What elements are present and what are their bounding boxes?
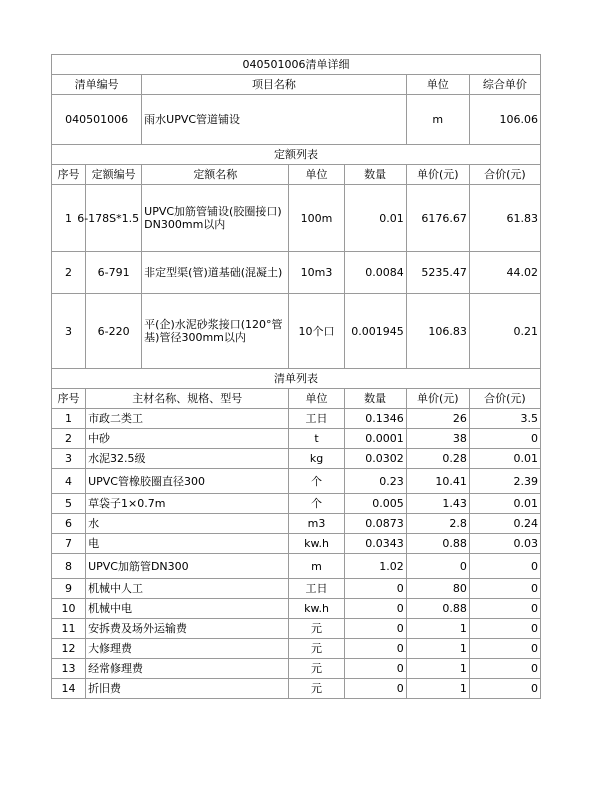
material-name: 大修理费 [86,639,289,659]
material-price: 10.41 [406,469,469,494]
item-code: 040501006 [52,95,142,145]
material-price: 0.88 [406,534,469,554]
row-number: 13 [52,659,86,679]
material-name: UPVC管橡胶圈直径300 [86,469,289,494]
name-header: 项目名称 [142,75,407,95]
material-unit: m [289,554,344,579]
material-qty: 0.0001 [344,429,406,449]
material-name: 机械中人工 [86,579,289,599]
row-number: 2 [52,429,86,449]
material-total: 0.03 [469,534,540,554]
row-number: 2 [52,252,86,294]
column-header: 单位 [289,389,344,409]
material-qty: 0 [344,619,406,639]
material-qty: 0 [344,579,406,599]
table-row [52,579,541,599]
quota-price: 6176.67 [406,185,469,252]
material-total: 0.01 [469,449,540,469]
material-unit: kg [289,449,344,469]
material-total: 0 [469,659,540,679]
material-qty: 0 [344,659,406,679]
column-header: 定额名称 [142,165,289,185]
material-unit: 个 [289,469,344,494]
row-number: 1 [52,409,86,429]
quota-name: 非定型渠(管)道基础(混凝土) [142,252,289,294]
material-qty: 0.0302 [344,449,406,469]
quota-qty: 0.0084 [344,252,406,294]
table-row [52,514,541,534]
table-row [52,599,541,619]
row-number: 1 [52,185,86,252]
row-number: 4 [52,469,86,494]
item-header-row [52,75,541,95]
row-number: 9 [52,579,86,599]
column-header: 序号 [52,389,86,409]
table-row [52,449,541,469]
column-header: 定额编号 [86,165,142,185]
code-header: 清单编号 [52,75,142,95]
table-row [52,409,541,429]
table-row [52,639,541,659]
material-total: 3.5 [469,409,540,429]
item-unit: m [406,95,469,145]
materials-section-title: 清单列表 [52,369,541,389]
table-row [52,659,541,679]
material-price: 0 [406,554,469,579]
table-row [52,429,541,449]
quota-qty: 0.01 [344,185,406,252]
material-qty: 0.1346 [344,409,406,429]
quota-code: 6-178S*1.5 [86,185,142,252]
table-row [52,185,541,252]
item-price: 106.06 [469,95,540,145]
material-total: 0 [469,679,540,699]
materials-header-row [52,389,541,409]
material-price: 2.8 [406,514,469,534]
table-row [52,294,541,369]
material-price: 1 [406,659,469,679]
column-header: 单价(元) [406,389,469,409]
material-total: 0 [469,599,540,619]
material-total: 0 [469,619,540,639]
quota-name: 平(企)水泥砂浆接口(120°管基)管径300mm以内 [142,294,289,369]
quota-unit: 100m [289,185,344,252]
materials-section-row [52,369,541,389]
material-qty: 0.0343 [344,534,406,554]
material-qty: 0.23 [344,469,406,494]
column-header: 合价(元) [469,165,540,185]
material-unit: kw.h [289,534,344,554]
quota-price: 106.83 [406,294,469,369]
column-header: 合价(元) [469,389,540,409]
material-total: 0 [469,639,540,659]
unit-header: 单位 [406,75,469,95]
row-number: 12 [52,639,86,659]
title-row [52,55,541,75]
quota-section-title: 定额列表 [52,145,541,165]
quota-total: 44.02 [469,252,540,294]
item-name: 雨水UPVC管道铺设 [142,95,407,145]
quota-header-row [52,165,541,185]
table-row [52,619,541,639]
row-number: 14 [52,679,86,699]
material-unit: 工日 [289,409,344,429]
row-number: 10 [52,599,86,619]
material-price: 1 [406,679,469,699]
column-header: 主材名称、规格、型号 [86,389,289,409]
table-row [52,252,541,294]
material-unit: 个 [289,494,344,514]
material-total: 0.24 [469,514,540,534]
item-row [52,95,541,145]
bill-detail-table [51,54,541,699]
row-number: 6 [52,514,86,534]
material-name: 水泥32.5级 [86,449,289,469]
column-header: 单价(元) [406,165,469,185]
material-total: 0 [469,554,540,579]
price-header: 综合单价 [469,75,540,95]
material-unit: 元 [289,619,344,639]
material-price: 0.28 [406,449,469,469]
row-number: 7 [52,534,86,554]
table-row [52,494,541,514]
quota-unit: 10个口 [289,294,344,369]
material-price: 26 [406,409,469,429]
material-total: 0 [469,429,540,449]
material-total: 0 [469,579,540,599]
material-qty: 0 [344,639,406,659]
table-row [52,679,541,699]
table-row [52,554,541,579]
material-qty: 0 [344,679,406,699]
material-total: 0.01 [469,494,540,514]
quota-section-row [52,145,541,165]
material-name: UPVC加筋管DN300 [86,554,289,579]
quota-total: 0.21 [469,294,540,369]
material-qty: 0.0873 [344,514,406,534]
quota-total: 61.83 [469,185,540,252]
material-price: 80 [406,579,469,599]
material-name: 草袋子1×0.7m [86,494,289,514]
material-qty: 0 [344,599,406,619]
material-unit: 工日 [289,579,344,599]
quota-code: 6-220 [86,294,142,369]
material-name: 机械中电 [86,599,289,619]
material-price: 1 [406,639,469,659]
row-number: 5 [52,494,86,514]
material-unit: 元 [289,639,344,659]
column-header: 数量 [344,165,406,185]
material-price: 0.88 [406,599,469,619]
row-number: 3 [52,294,86,369]
material-name: 折旧费 [86,679,289,699]
material-total: 2.39 [469,469,540,494]
quota-price: 5235.47 [406,252,469,294]
material-unit: m3 [289,514,344,534]
row-number: 8 [52,554,86,579]
material-name: 中砂 [86,429,289,449]
material-unit: kw.h [289,599,344,619]
material-price: 1 [406,619,469,639]
quota-qty: 0.001945 [344,294,406,369]
material-name: 水 [86,514,289,534]
row-number: 3 [52,449,86,469]
row-number: 11 [52,619,86,639]
material-unit: 元 [289,679,344,699]
table-title: 040501006清单详细 [52,55,541,75]
material-name: 市政二类工 [86,409,289,429]
material-name: 安拆费及场外运输费 [86,619,289,639]
column-header: 序号 [52,165,86,185]
column-header: 数量 [344,389,406,409]
material-qty: 0.005 [344,494,406,514]
table-row [52,469,541,494]
material-price: 38 [406,429,469,449]
quota-code: 6-791 [86,252,142,294]
material-unit: t [289,429,344,449]
column-header: 单位 [289,165,344,185]
material-qty: 1.02 [344,554,406,579]
material-unit: 元 [289,659,344,679]
material-name: 电 [86,534,289,554]
quota-name: UPVC加筋管铺设(胶圈接口)DN300mm以内 [142,185,289,252]
quota-unit: 10m3 [289,252,344,294]
material-name: 经常修理费 [86,659,289,679]
table-row [52,534,541,554]
material-price: 1.43 [406,494,469,514]
